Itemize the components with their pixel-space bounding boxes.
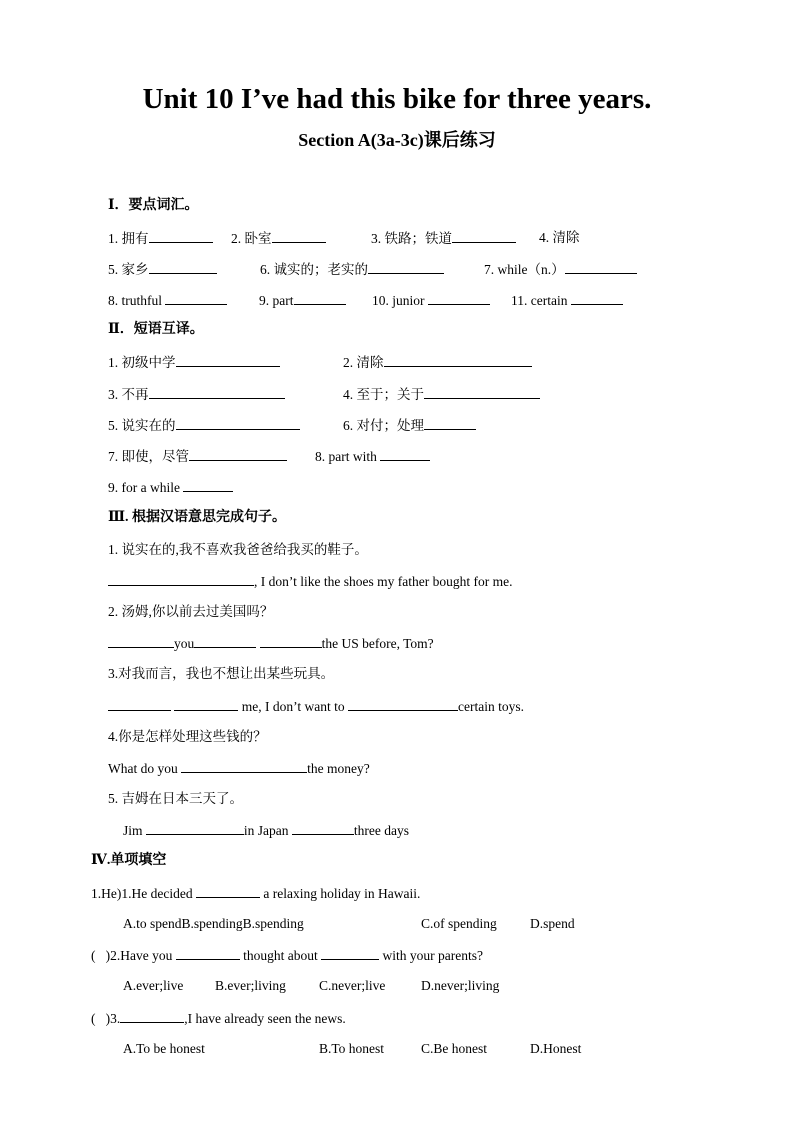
answer-line: Jim in Japan three days [123, 823, 409, 838]
answer-blank[interactable] [176, 353, 280, 367]
answer-blank[interactable] [292, 821, 354, 835]
mc-option[interactable]: D.never;living [421, 978, 500, 993]
phrase-item: 3. 不再 [108, 385, 285, 404]
vocab-item: 1. 拥有 [108, 229, 213, 248]
mc-question: ( )3. ,I have already seen the news. [91, 1011, 346, 1026]
mc-question: 1.He)1.He decided a relaxing holiday in Hawaii. [91, 886, 421, 901]
answer-blank[interactable] [565, 260, 637, 274]
answer-blank[interactable] [368, 260, 444, 274]
answer-line: me, I don’t want to certain toys. [108, 697, 524, 716]
mc-option[interactable]: B.ever;living [215, 978, 286, 993]
question-prompt: 4.你是怎样处理这些钱的？ [108, 729, 267, 744]
answer-blank[interactable] [165, 291, 227, 305]
answer-blank[interactable] [108, 697, 171, 711]
phrase-item: 2. 清除 [343, 353, 532, 372]
answer-blank[interactable] [452, 229, 516, 243]
answer-blank[interactable] [428, 291, 490, 305]
mc-option[interactable]: C.Be honest [421, 1041, 487, 1056]
answer-blank[interactable] [146, 821, 244, 835]
section-2-heading: Ⅱ．短语互译。 [108, 322, 204, 337]
answer-line: What do you the money? [108, 761, 370, 776]
vocab-item: 9. part [259, 291, 346, 310]
answer-blank[interactable] [321, 946, 379, 960]
phrase-item: 7. 即使，尽管 [108, 447, 287, 466]
answer-blank[interactable] [176, 946, 240, 960]
answer-blank[interactable] [348, 697, 458, 711]
answer-blank[interactable] [149, 260, 217, 274]
phrase-item: 9. for a while [108, 478, 233, 497]
answer-blank[interactable] [384, 353, 532, 367]
phrase-item: 8. part with [315, 447, 430, 466]
mc-question: ( )2.Have you thought about with your parents? [91, 948, 483, 963]
mc-option[interactable]: C.never;live [319, 978, 386, 993]
mc-option[interactable]: D.spend [530, 916, 575, 931]
mc-option[interactable]: B.To honest [319, 1041, 385, 1056]
mc-option[interactable]: A.to spendB.spendingB.spending [123, 916, 304, 931]
answer-blank[interactable] [194, 634, 256, 648]
question-prompt: 1. 说实在的,我不喜欢我爸爸给我买的鞋子。 [108, 542, 368, 557]
vocab-item: 5. 家乡 [108, 260, 217, 279]
answer-line: you the US before, Tom? [108, 634, 434, 653]
answer-blank[interactable] [183, 478, 233, 492]
answer-blank[interactable] [120, 1009, 184, 1023]
vocab-item: 8. truthful [108, 291, 227, 310]
answer-blank[interactable] [174, 697, 238, 711]
section-3-heading: Ⅲ. 根据汉语意思完成句子。 [108, 510, 287, 525]
section-4-heading: Ⅳ.单项填空 [91, 853, 167, 868]
answer-blank[interactable] [176, 416, 300, 430]
page-title: Unit 10 I’ve had this bike for three years. [142, 83, 652, 115]
answer-blank[interactable] [571, 291, 623, 305]
vocab-item: 3. 铁路；铁道 [371, 229, 516, 248]
vocab-item: 6. 诚实的；老实的 [260, 260, 444, 279]
mc-option[interactable]: A.To be honest [123, 1041, 205, 1056]
phrase-item: 1. 初级中学 [108, 353, 280, 372]
answer-blank[interactable] [424, 385, 540, 399]
answer-blank[interactable] [196, 884, 260, 898]
vocab-item: 7. while（n.） [484, 260, 637, 279]
answer-blank[interactable] [181, 759, 307, 773]
answer-blank[interactable] [260, 634, 322, 648]
question-prompt: 2. 汤姆,你以前去过美国吗？ [108, 604, 274, 619]
section-1-heading: Ⅰ．要点词汇。 [108, 198, 199, 213]
page-subtitle: Section A(3a-3c)课后练习 [298, 130, 496, 150]
question-prompt: 3.对我而言，我也不想让出某些玩具。 [108, 666, 335, 681]
phrase-item: 5. 说实在的 [108, 416, 300, 435]
answer-blank[interactable] [380, 447, 430, 461]
answer-blank[interactable] [149, 229, 213, 243]
answer-blank[interactable] [149, 385, 285, 399]
answer-blank[interactable] [108, 572, 254, 586]
answer-blank[interactable] [294, 291, 346, 305]
vocab-item: 10. junior [372, 291, 490, 310]
phrase-item: 4. 至于；关于 [343, 385, 540, 404]
phrase-item: 6. 对付；处理 [343, 416, 476, 435]
question-prompt: 5. 吉姆在日本三天了。 [108, 791, 243, 806]
answer-blank[interactable] [108, 634, 174, 648]
answer-line: , I don’t like the shoes my father bought for me. [108, 572, 512, 591]
mc-option[interactable]: C.of spending [421, 916, 497, 931]
answer-blank[interactable] [424, 416, 476, 430]
mc-option[interactable]: A.ever;live [123, 978, 184, 993]
vocab-item: 4. 清除 [539, 230, 580, 245]
vocab-item: 2. 卧室 [231, 229, 326, 248]
vocab-item: 11. certain [511, 291, 623, 310]
answer-blank[interactable] [189, 447, 287, 461]
mc-option[interactable]: D.Honest [530, 1041, 582, 1056]
answer-blank[interactable] [272, 229, 326, 243]
